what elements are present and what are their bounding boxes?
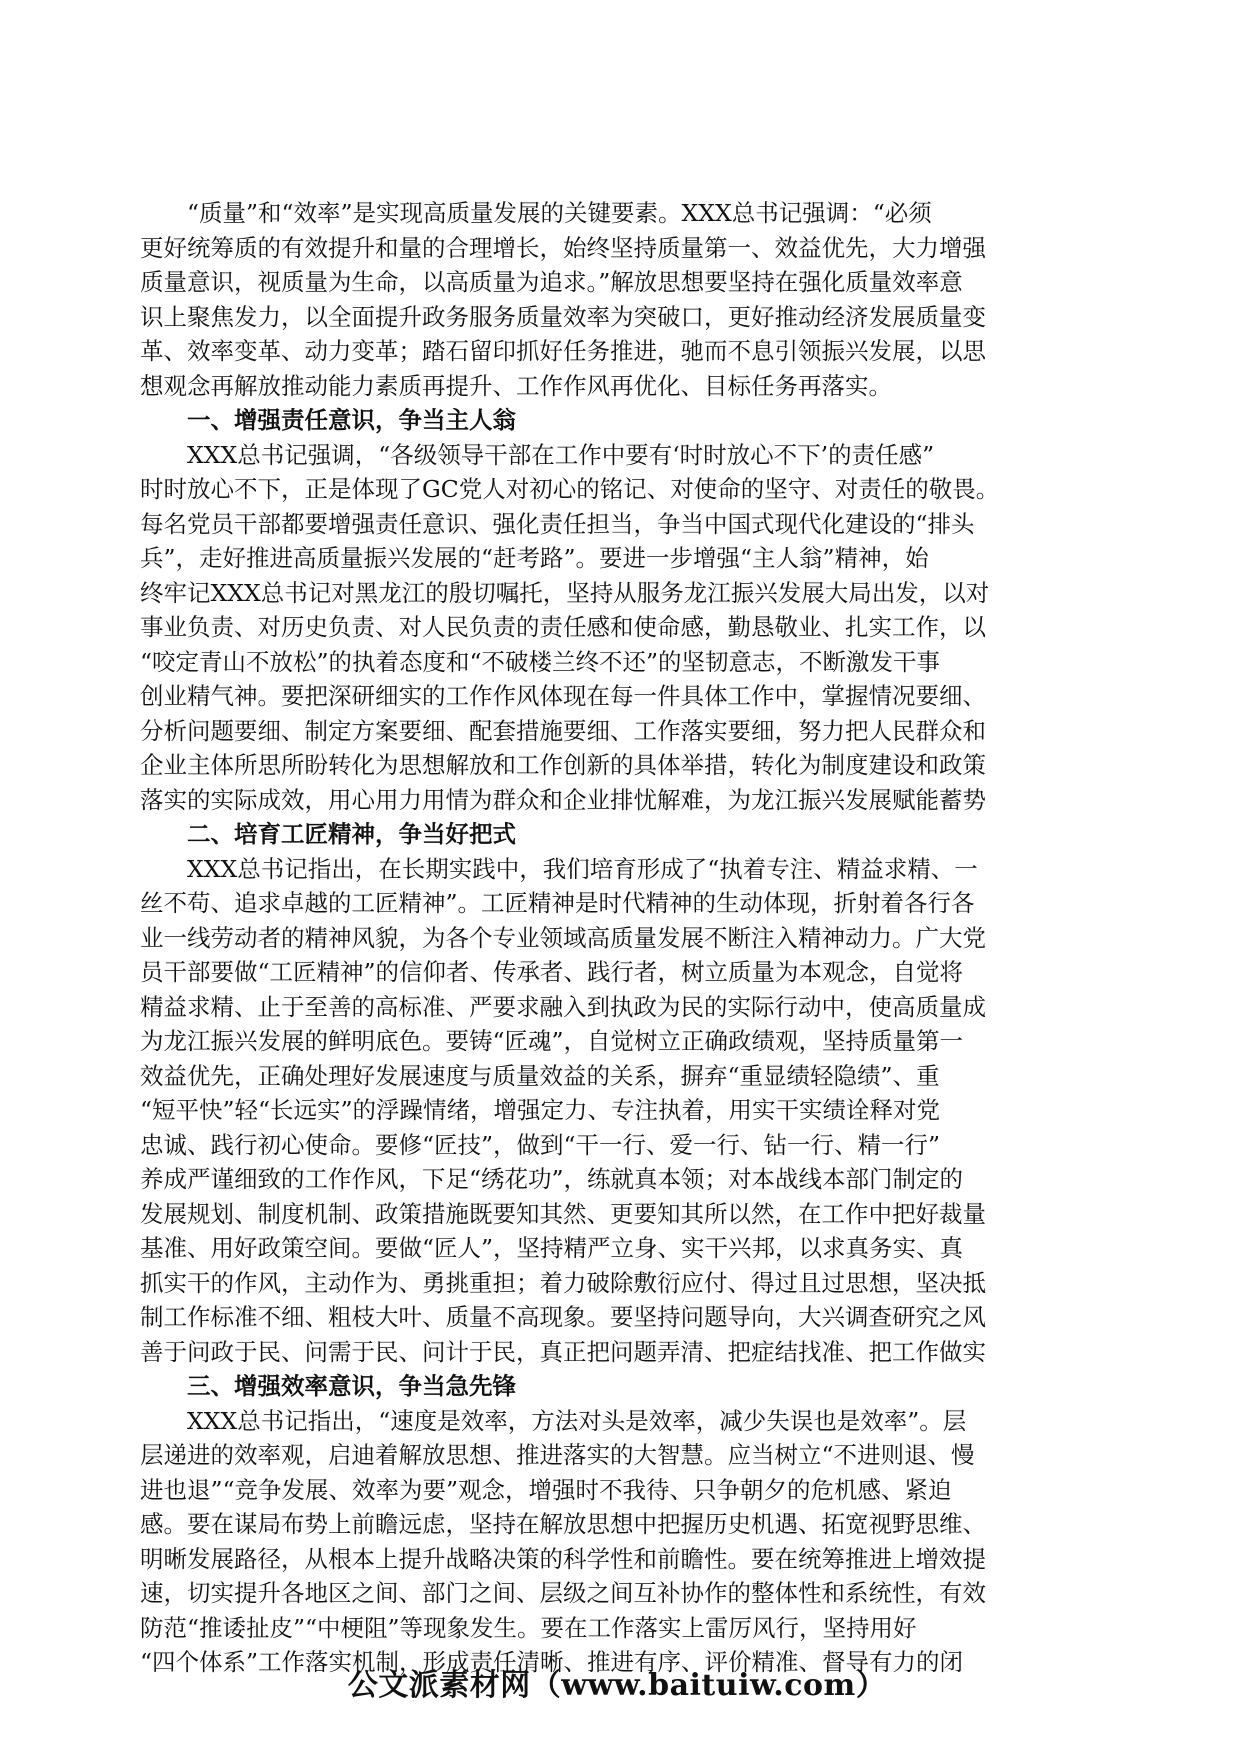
heading-text: 二、培育工匠精神，争当好把式 (140, 820, 516, 848)
paragraph-line: 抓实干的作风，主动作为、勇挑重担；着力破除敷衍应付、得过且过思想，坚决抵 (140, 1268, 986, 1297)
paragraph-line: 终牢记XXX总书记对黑龙江的殷切嘱托，坚持从服务龙江振兴发展大局出发，以对 (140, 578, 990, 607)
paragraph-line: 制工作标准不细、粗枝大叶、质量不高现象。要坚持问题导向，大兴调查研究之风 (140, 1303, 986, 1331)
paragraph-line: “质量”和“效率”是实现高质量发展的关键要素。XXX总书记强调：“必须 (140, 199, 932, 227)
paragraph-line: “短平快”轻“长远实”的浮躁情绪，增强定力、专注执着，用实干实绩诠释对党 (140, 1096, 941, 1124)
paragraph-line: 质量意识，视质量为生命，以高质量为追求。”解放思想要坚持在强化质量效率意 (140, 268, 963, 296)
paragraph-line: 时时放心不下，正是体现了GC党人对初心的铭记、对使命的坚守、对责任的敬畏。 (140, 475, 1000, 503)
paragraph-line: 速，切实提升各地区之间、部门之间、层级之间互补协作的整体性和系统性，有效 (140, 1579, 986, 1607)
paragraph-line: XXX总书记指出，“速度是效率，方法对头是效率，减少失误也是效率”。层 (140, 1406, 967, 1435)
body-paragraph (140, 196, 1108, 403)
paragraph-line: 创业精气神。要把深研细实的工作作风体现在每一件具体工作中，掌握情况要细、 (140, 682, 986, 710)
paragraph-line: 更好统筹质的有效提升和量的合理增长，始终坚持质量第一、效益优先，大力增强 (140, 233, 986, 262)
heading-text: 一、增强责任意识，争当主人翁 (140, 406, 516, 434)
paragraph-line: 精益求精、止于至善的高标准、严要求融入到执政为民的实际行动中，使高质量成 (140, 992, 986, 1021)
paragraph-line: “四个体系”工作落实机制，形成责任清晰、推进有序、评价精准、督导有力的闭 (140, 1648, 964, 1676)
paragraph-line: XXX总书记强调，“各级领导干部在工作中要有‘时时放心不下’的责任感” (140, 440, 935, 469)
section-heading (140, 1369, 1108, 1404)
paragraph-line: 识上聚焦发力，以全面提升政务服务质量效率为突破口，更好推动经济发展质量变 (140, 302, 986, 331)
body-paragraph (140, 438, 1108, 818)
paragraph-line: 效益优先，正确处理好发展速度与质量效益的关系，摒弃“重显绩轻隐绩”、重 (140, 1061, 940, 1090)
paragraph-line: “咬定青山不放松”的执着态度和“不破楼兰终不还”的坚韧意志，不断激发干事 (140, 647, 941, 676)
paragraph-line: 员干部要做“工匠精神”的信仰者、传承者、践行者，树立质量为本观念，自觉将 (140, 958, 964, 986)
paragraph-line: 基准、用好政策空间。要做“匠人”，坚持精严立身、实干兴邦，以求真务实、真 (140, 1234, 964, 1262)
heading-text: 三、增强效率意识，争当急先锋 (140, 1372, 516, 1400)
paragraph-line: 层递进的效率观，启迪着解放思想、推进落实的大智慧。应当树立“不进则退、慢 (140, 1441, 975, 1469)
section-heading (140, 817, 1108, 852)
paragraph-line: 感。要在谋局布势上前瞻远虑，坚持在解放思想中把握历史机遇、拓宽视野思维、 (140, 1510, 986, 1538)
paragraph-line: 养成严谨细致的工作作风，下足“绣花功”，练就真本领；对本战线本部门制定的 (140, 1165, 964, 1193)
watermark-footer: 公文派素材网（www.baituiw.com） (347, 1668, 887, 1703)
paragraph-line: 忠诚、践行初心使命。要修“匠技”，做到“干一行、爱一行、钻一行、精一行” (140, 1130, 941, 1159)
paragraph-line: 企业主体所思所盼转化为思想解放和工作创新的具体举措，转化为制度建设和政策 (140, 751, 986, 779)
paragraph-line: 想观念再解放推动能力素质再提升、工作作风再优化、目标任务再落实。 (140, 371, 892, 400)
paragraph-line: 业一线劳动者的精神风貌，为各个专业领域高质量发展不断注入精神动力。广大党 (140, 923, 986, 952)
paragraph-line: 进也退”“竞争发展、效率为要”观念，增强时不我待、只争朝夕的危机感、紧迫 (140, 1475, 952, 1504)
body-paragraph (140, 1404, 1108, 1680)
paragraph-line: 善于问政于民、问需于民、问计于民，真正把问题弄清、把症结找准、把工作做实 (140, 1337, 986, 1366)
paragraph-line: 事业负责、对历史负责、对人民负责的责任感和使命感，勤恳敬业、扎实工作，以 (140, 613, 986, 641)
paragraph-line: 发展规划、制度机制、政策措施既要知其然、更要知其所以然，在工作中把好裁量 (140, 1199, 986, 1228)
paragraph-line: 落实的实际成效，用心用力用情为群众和企业排忧解难，为龙江振兴发展赋能蓄势 (140, 785, 986, 814)
paragraph-line: 为龙江振兴发展的鲜明底色。要铸“匠魂”，自觉树立正确政绩观，坚持质量第一 (140, 1027, 964, 1055)
paragraph-line: 革、效率变革、动力变革；踏石留印抓好任务推进，驰而不息引领振兴发展，以思 (140, 337, 986, 365)
document-page (140, 196, 1108, 1680)
paragraph-line: 防范“推诿扯皮”“中梗阻”等现象发生。要在工作落实上雷厉风行，坚持用好 (140, 1613, 917, 1642)
paragraph-line: 丝不苟、追求卓越的工匠精神”。工匠精神是时代精神的生动体现，折射着各行各 (140, 889, 975, 917)
paragraph-line: XXX总书记指出，在长期实践中，我们培育形成了“执着专注、精益求精、一 (140, 854, 978, 883)
paragraph-line: 每名党员干部都要增强责任意识、强化责任担当，争当中国式现代化建设的“排头 (140, 509, 975, 538)
body-paragraph (140, 852, 1108, 1370)
paragraph-line: 明晰发展路径，从根本上提升战略决策的科学性和前瞻性。要在统筹推进上增效提 (140, 1544, 986, 1573)
section-heading (140, 403, 1108, 438)
paragraph-line: 分析问题要细、制定方案要细、配套措施要细、工作落实要细，努力把人民群众和 (140, 716, 986, 745)
paragraph-line: 兵”，走好推进高质量振兴发展的“赶考路”。要进一步增强“主人翁”精神，始 (140, 544, 929, 572)
